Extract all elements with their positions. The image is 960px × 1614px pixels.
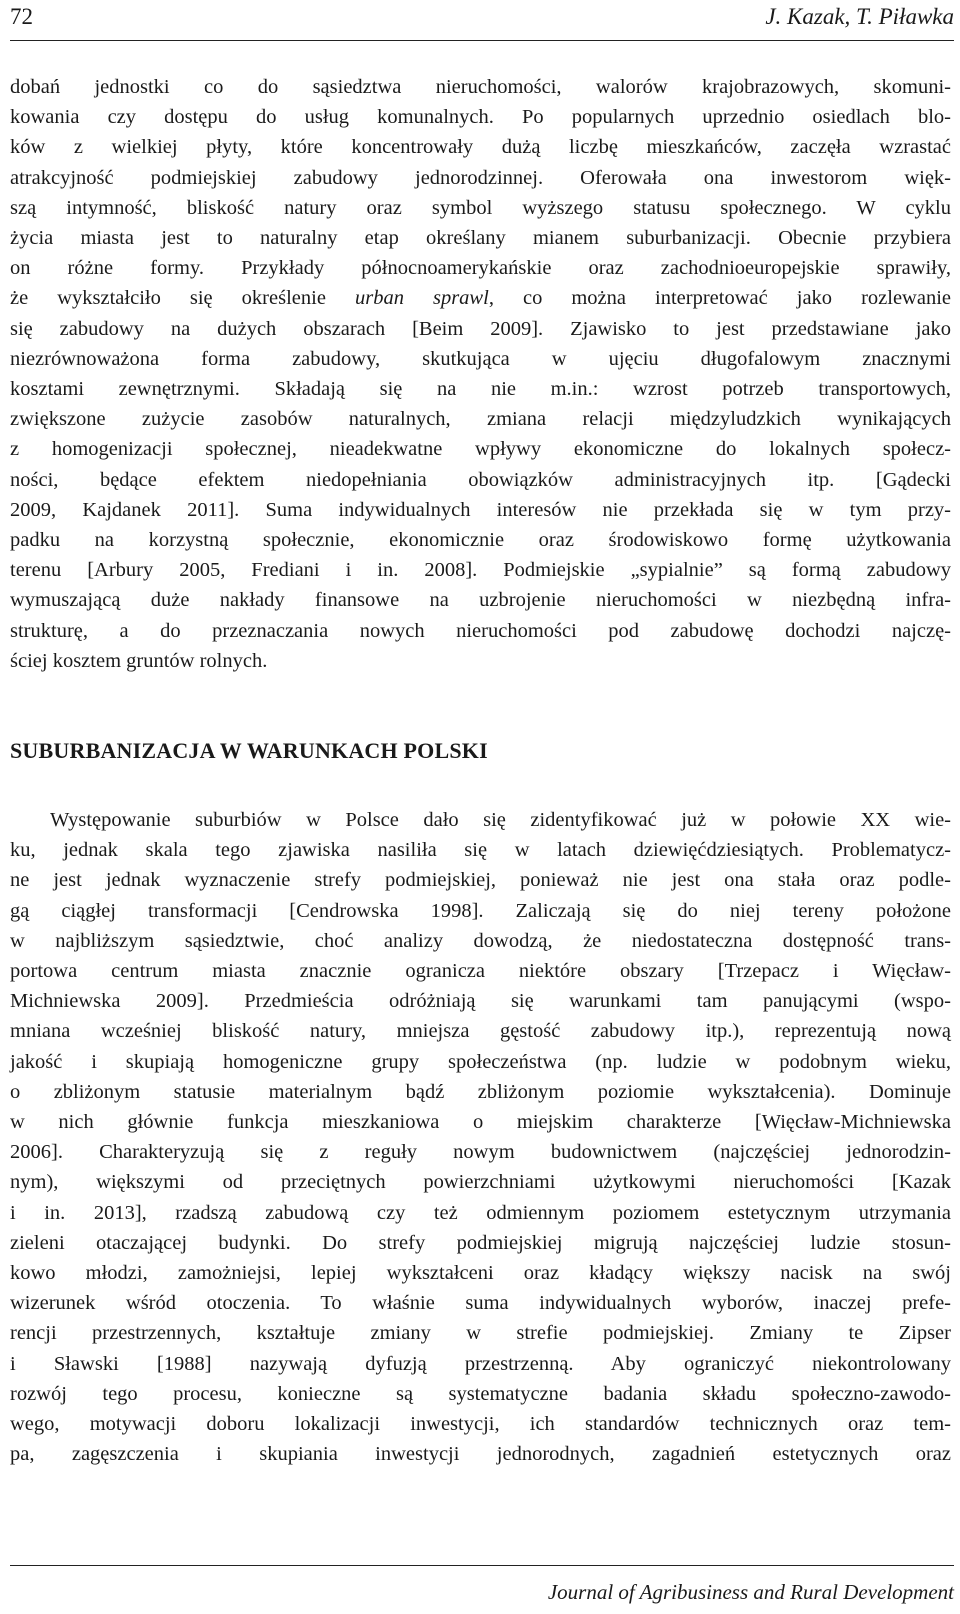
text-line: ności, będące efektem niedopełniania obowiązków administracyjnych itp. [Gądecki [10,468,951,491]
text-line: wego, motywacji doboru lokalizacji inwestycji, ich standardów technicznych oraz tem- [10,1413,951,1436]
text-line: z homogenizacji społecznej, nieadekwatne wpływy ekonomiczne do lokalnych społecz- [10,438,951,461]
text-line: mniana wcześniej bliskość natury, mniejsza gęstość zabudowy itp.), reprezentują nową [10,1020,951,1043]
text-line: 2006]. Charakteryzują się z reguły nowym budownictwem (najczęściej jednorodzin- [10,1141,951,1164]
text-line: szą intymność, bliskość natury oraz symbol wyższego statusu społecznego. W cyklu [10,196,951,219]
text-line: rozwój tego procesu, konieczne są systematyczne badania składu społeczno-zawodo- [10,1382,951,1405]
text-line: wizerunek wśród otoczenia. To właśnie suma indywidualnych wyborów, inaczej prefe- [10,1292,951,1315]
text-line: kosztami zewnętrznymi. Składają się na nie m.in.: wzrost potrzeb transportowych, [10,378,951,401]
journal-name: Journal of Agribusiness and Rural Development [547,1580,954,1604]
text-line: życia miasta jest to naturalny etap określany mianem suburbanizacji. Obecnie przybiera [10,227,951,250]
body-text-paragraph-2 [10,805,951,1469]
italic-term-urban-sprawl: urban sprawl [354,287,489,310]
text-line: 2009, Kajdanek 2011]. Suma indywidualnych interesów nie przekłada się w tym przy- [10,498,951,521]
text-segment: że wykształciło się określenie [10,287,355,310]
text-line: i Sławski [1988] nazywają dyfuzją przestrzenną. Aby ograniczyć niekontrolowany [10,1352,951,1375]
text-line: wymuszającą duże nakłady finansowe na uzbrojenie nieruchomości w niezbędną infra- [10,589,951,612]
text-line: ne jest jednak wyznaczenie strefy podmiejskiej, ponieważ nie jest ona stała oraz podle- [10,869,951,892]
body-text-paragraph-1 [10,72,951,676]
text-line: gą ciągłej transformacji [Cendrowska 1998]. Zaliczają się do niej tereny położone [10,899,951,922]
text-line: się zabudowy na dużych obszarach [Beim 2009]. Zjawisko to jest przedstawiane jako [10,317,951,340]
text-line: nym), większymi od przeciętnych powierzchniami użytkowymi nieruchomości [Kazak [10,1171,951,1194]
page-header [10,0,954,41]
text-line: dobań jednostki co do sąsiedztwa nieruchomości, walorów krajobrazowych, skomuni- [10,76,951,98]
text-line: w najbliższym sąsiedztwie, choć analizy dowodzą, że niedostateczna dostępność trans- [10,929,951,952]
text-segment: Występowanie suburbiów w Polsce dało się zidentyfikować już w połowie XX wie- [50,809,951,831]
text-line: pa, zagęszczenia i skupiania inwestycji jednorodnych, zagadnień estetycznych oraz [10,1443,951,1466]
text-line: i in. 2013], rzadszą zabudową czy też odmiennym poziomem estetycznym utrzymania [10,1201,951,1224]
text-line: strukturę, a do przeznaczania nowych nieruchomości pod zabudowę dochodzi najczę- [10,619,951,642]
text-line: kowania czy dostępu do usług komunalnych. Po popularnych uprzednio osiedlach blo- [10,106,951,129]
page-number: 72 [10,4,33,29]
text-line: terenu [Arbury 2005, Frediani i in. 2008]. Podmiejskie „sypialnie” są formą zabudowy [10,559,951,582]
text-line: zieleni otaczającej budynki. Do strefy podmiejskiej migrują najczęściej ludzie stosun- [10,1231,951,1254]
text-line: o zbliżonym statusie materialnym bądź zbliżonym poziomie wykształcenia). Dominuje [10,1080,951,1103]
text-line: niezrównoważona forma zabudowy, skutkująca w ujęciu długofalowym znacznymi [10,347,951,370]
section-heading: SUBURBANIZACJA W WARUNKACH POLSKI [10,738,488,763]
text-line: rencji przestrzennych, kształtuje zmiany w strefie podmiejskiej. Zmiany te Zipser [10,1322,951,1345]
running-head-authors: J. Kazak, T. Piławka [765,4,954,29]
text-line: portowa centrum miasta znacznie ogranicza niektóre obszary [Trzepacz i Więcław- [10,960,951,983]
text-line: ku, jednak skala tego zjawiska nasiliła się w latach dziewięćdziesiątych. Problematycz- [10,839,951,862]
text-line [10,805,951,835]
text-line: atrakcyjność podmiejskiej zabudowy jednorodzinnej. Oferowała ona inwestorom więk- [10,166,951,189]
text-line: ków z wielkiej płyty, które koncentrowały dużą liczbę mieszkańców, zaczęła wzrastać [10,136,951,159]
text-line: ściej kosztem gruntów rolnych. [10,649,268,672]
text-line: padku na korzystną społecznie, ekonomicznie oraz środowiskowo formę użytkowania [10,529,951,552]
text-line: w nich głównie funkcja mieszkaniowa o miejskim charakterze [Więcław-Michniewska [10,1111,951,1134]
text-line: on różne formy. Przykłady północnoamerykańskie oraz zachodnioeuropejskie sprawiły, [10,257,951,280]
text-line [10,283,951,313]
text-line: jakość i skupiają homogeniczne grupy społeczeństwa (np. ludzie w podobnym wieku, [10,1050,951,1073]
text-line: kowo młodzi, zamożniejsi, lepiej wykształceni oraz kładący większy nacisk na swój [10,1262,951,1285]
text-segment: , co można interpretować jako rozlewanie [488,287,951,310]
text-line: zwiększone zużycie zasobów naturalnych, zmiana relacji międzyludzkich wynikających [10,408,951,431]
page-footer [10,1565,954,1614]
text-line: Michniewska 2009]. Przedmieścia odróżniają się warunkami tam panującymi (wspo- [10,990,951,1013]
